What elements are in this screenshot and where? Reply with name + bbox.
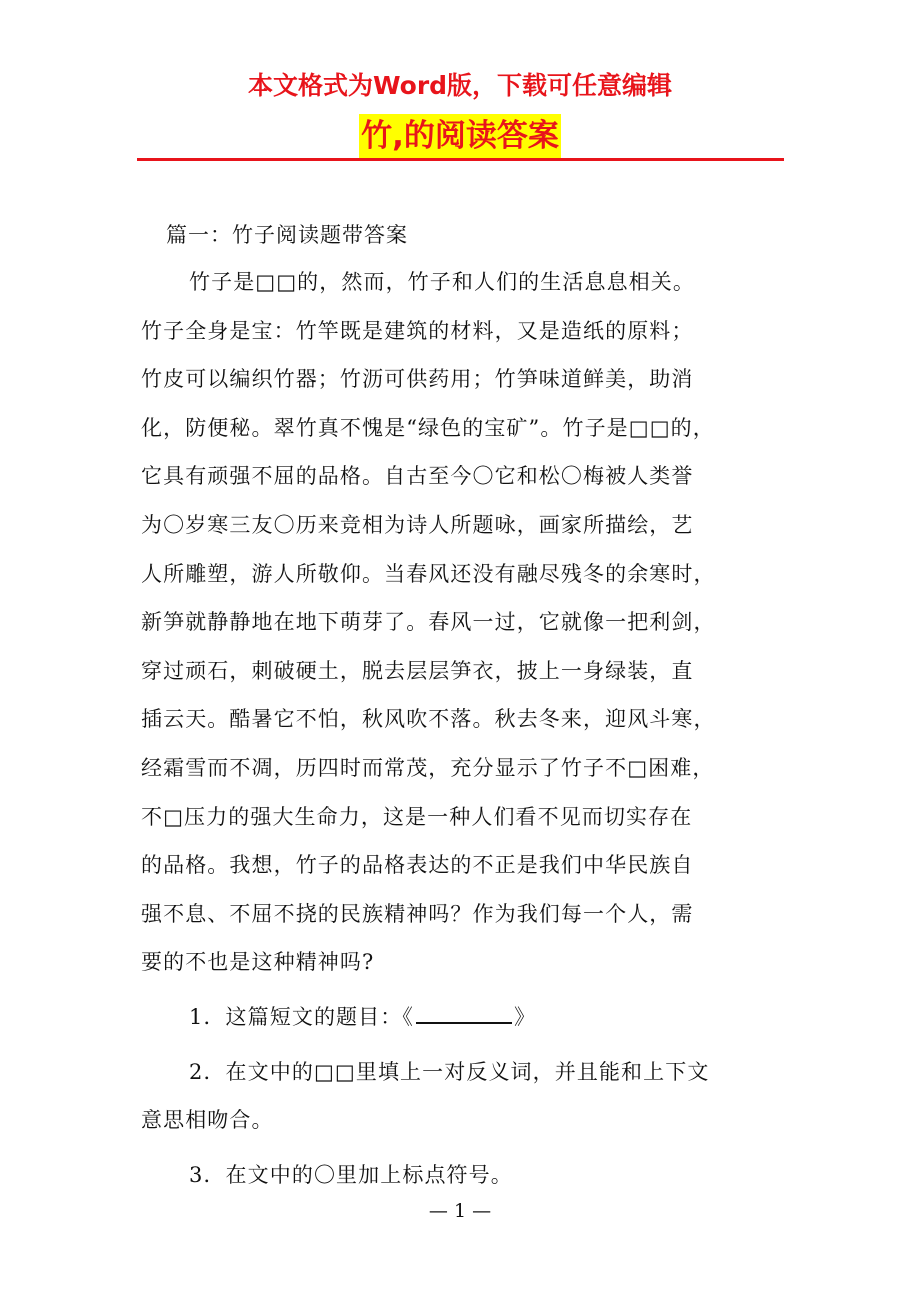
passage-line: 竹子全身是宝：竹竿既是建筑的材料，又是造纸的原料； <box>141 318 694 343</box>
title-container <box>0 114 920 158</box>
question-3: 3．在文中的〇里加上标点符号。 <box>189 1162 513 1187</box>
passage-line: 竹子是□□的，然而，竹子和人们的生活息息相关。 <box>189 270 695 294</box>
passage-line: 化，防便秘。翠竹真不愧是“绿色的宝矿”。竹子是□□的， <box>141 415 715 440</box>
question-1-close: 》 <box>513 1004 537 1029</box>
passage-line: 穿过顽石，刺破硬土，脱去层层笋衣，披上一身绿装，直 <box>141 658 694 683</box>
passage-line: 为〇岁寒三友〇历来竞相为诗人所题咏，画家所描绘，艺 <box>141 512 694 537</box>
passage-line: 竹皮可以编织竹器；竹沥可供药用；竹笋味道鲜美，助消 <box>141 367 694 392</box>
passage-line: 插云天。酷暑它不怕，秋风吹不落。秋去冬来，迎风斗寒， <box>141 707 716 732</box>
passage-line: 强不息、不屈不挠的民族精神吗？作为我们每一个人，需 <box>141 901 694 926</box>
passage <box>141 258 781 987</box>
question-1 <box>141 993 781 1042</box>
page-number: — 1 — <box>428 1200 492 1222</box>
document-banner: 本文格式为Word版，下载可任意编辑 <box>247 71 673 100</box>
passage-line: 新笋就静静地在地下萌芽了。春风一过，它就像一把利剑， <box>141 610 716 635</box>
title-divider <box>137 158 784 161</box>
passage-line: 要的不也是这种精神吗? <box>141 950 375 975</box>
passage-line: 经霜雪而不凋，历四时而常茂，充分显示了竹子不□困难， <box>141 755 715 780</box>
passage-line: 它具有顽强不屈的品格。自古至今〇它和松〇梅被人类誉 <box>141 464 694 489</box>
passage-line: 不□压力的强大生命力，这是一种人们看不见而切实存在 <box>141 804 693 829</box>
section-heading: 篇一：竹子阅读题带答案 <box>166 223 408 247</box>
question-2-continued: 意思相吻合。 <box>141 1108 274 1133</box>
passage-line: 的品格。我想，竹子的品格表达的不正是我们中华民族自 <box>141 853 694 878</box>
answer-blank <box>416 1004 512 1024</box>
document-title: 竹,的阅读答案 <box>359 114 561 158</box>
document-body <box>141 212 781 1199</box>
passage-line: 人所雕塑，游人所敬仰。当春风还没有融尽残冬的余寒时， <box>141 561 716 586</box>
question-1-text: 1．这篇短文的题目：《 <box>189 1004 414 1029</box>
question-2: 2．在文中的□□里填上一对反义词，并且能和上下文 <box>189 1059 710 1084</box>
